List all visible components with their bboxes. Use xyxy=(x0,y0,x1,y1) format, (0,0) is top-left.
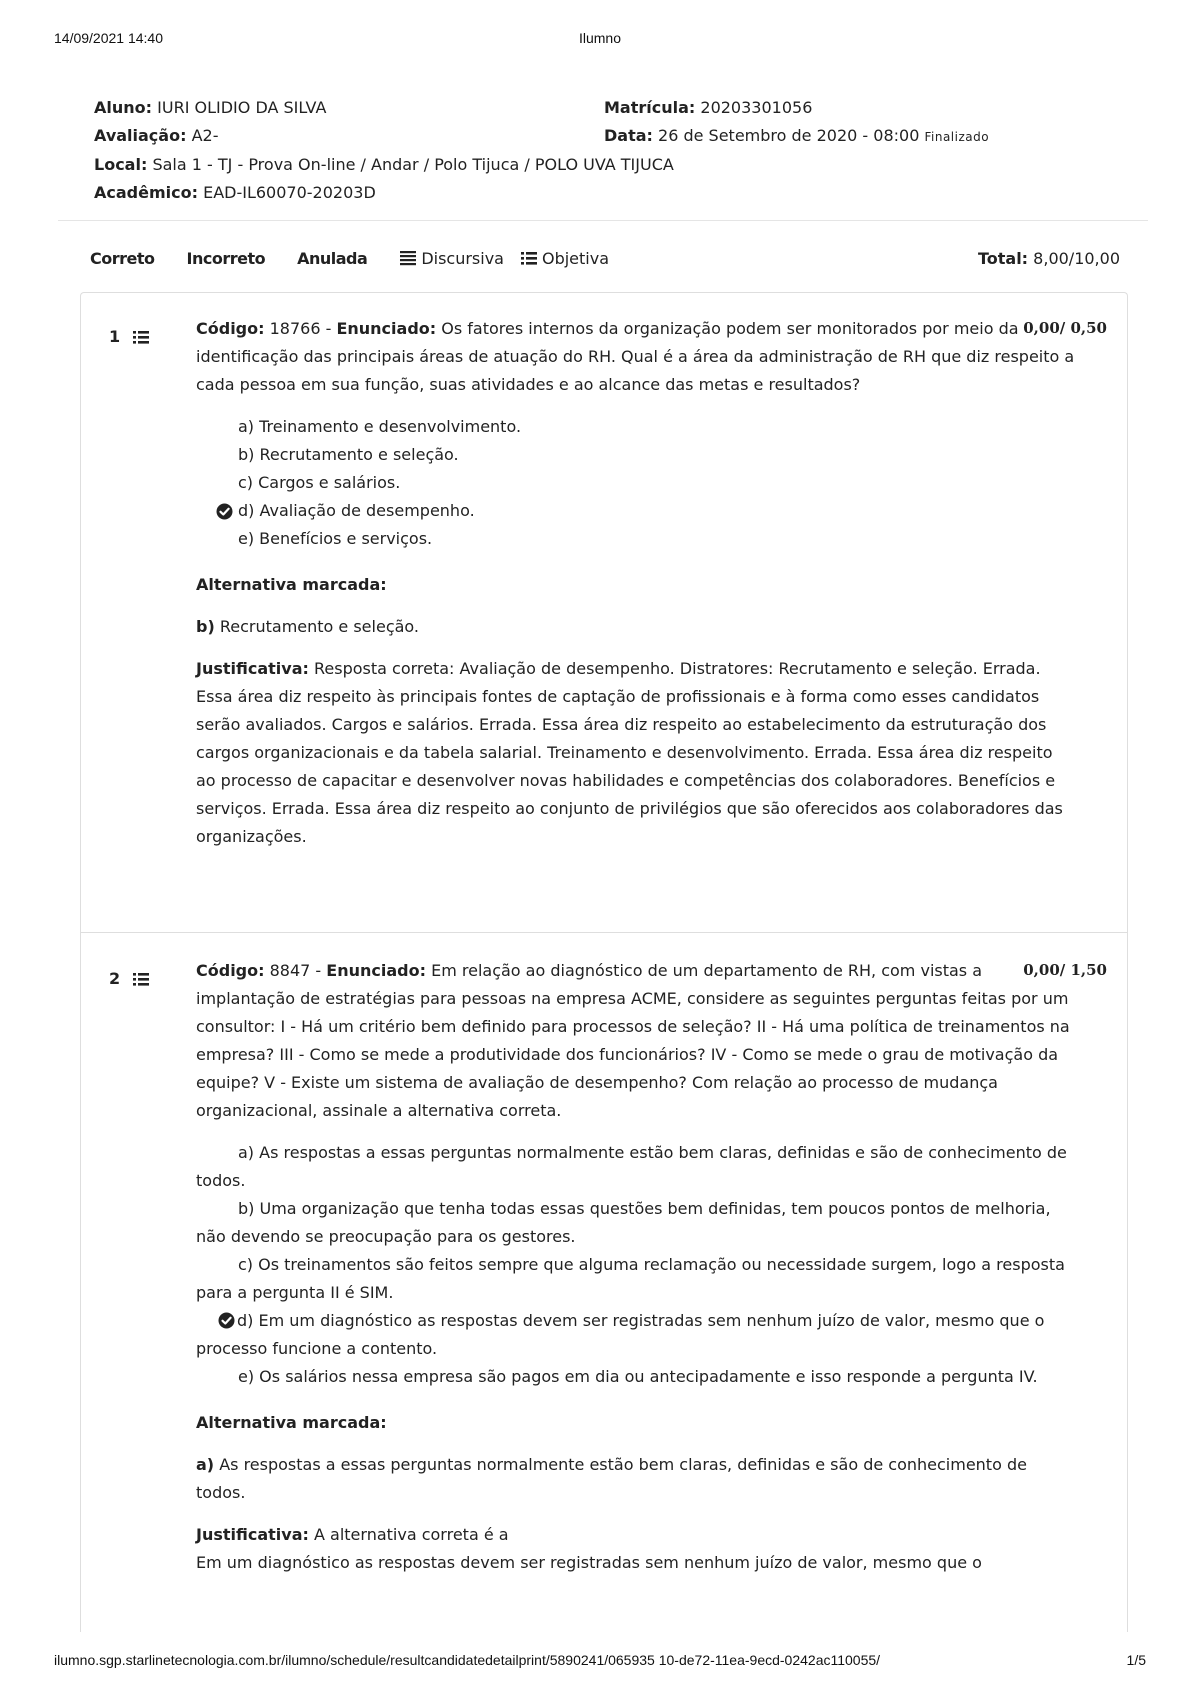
legend-objetiva-label: Objetiva xyxy=(541,248,610,268)
question-content xyxy=(196,957,1076,1577)
local-label: Local: xyxy=(94,155,148,174)
codigo-label: Código: xyxy=(196,319,265,338)
legend-incorreto: Incorreto xyxy=(186,248,266,268)
aluno-label: Aluno: xyxy=(94,98,153,117)
student-info xyxy=(94,94,1094,207)
list-icon xyxy=(520,250,538,266)
option-e: e) Benefícios e serviços. xyxy=(238,529,433,548)
option-c: c) Os treinamentos são feitos sempre que alguma reclamação ou necessidade surgem, logo a resposta para a pergunta II é SIM. xyxy=(196,1255,1065,1302)
print-url: ilumno.sgp.starlinetecnologia.com.br/ilumno/schedule/resultcandidatedetailprint/5890241/065935 10-de72-11ea-9ecd-0242ac110055/ xyxy=(54,1652,881,1668)
option-c: c) Cargos e salários. xyxy=(238,473,401,492)
question-number xyxy=(109,969,150,988)
option-a: a) As respostas a essas perguntas normalmente estão bem claras, definidas e são de conhecimento de todos. xyxy=(196,1143,1067,1190)
codigo-label: Código: xyxy=(196,961,265,980)
justificativa-label: Justificativa: xyxy=(196,659,309,678)
academico-value: EAD-IL60070-20203D xyxy=(203,183,376,202)
divider xyxy=(58,220,1148,221)
legend-objetiva xyxy=(520,249,609,268)
enunciado-label: Enunciado: xyxy=(326,961,426,980)
avaliacao-value: A2- xyxy=(191,126,219,145)
list-icon xyxy=(132,329,150,345)
question-card xyxy=(80,932,1128,1632)
print-datetime: 14/09/2021 14:40 xyxy=(54,30,163,46)
marked-letter: a) xyxy=(196,1455,215,1474)
justificativa-label: Justificativa: xyxy=(196,1525,309,1544)
alternativa-marcada-value xyxy=(196,613,1076,641)
options-list xyxy=(196,1139,1076,1391)
legend-bar xyxy=(90,246,1120,270)
option-a: a) Treinamento e desenvolvimento. xyxy=(238,417,522,436)
marked-letter: b) xyxy=(196,617,215,636)
enunciado-text: Os fatores internos da organização podem ser monitorados por meio da identificação das principais áreas de atuação do RH. Qual é a área da administração de RH que diz respeito a cada pessoa em sua função, suas atividades e ao alcance das metas e resultados? xyxy=(196,319,1075,394)
question-score: 0,00/ 1,50 xyxy=(1023,961,1107,979)
alternativa-marcada-label: Alternativa marcada: xyxy=(196,575,387,594)
avaliacao-label: Avaliação: xyxy=(94,126,187,145)
justificativa-text: A alternativa correta é a xyxy=(314,1525,509,1544)
list-icon xyxy=(132,971,150,987)
status-finalizado: Finalizado xyxy=(924,130,990,144)
option-b: b) Uma organização que tenha todas essas questões bem definidas, tem poucos pontos de melhoria, não devendo se preocupação para os gestores. xyxy=(196,1199,1051,1246)
total-score xyxy=(978,249,1120,268)
codigo-value: 8847 - xyxy=(269,961,327,980)
question-number xyxy=(109,327,150,346)
legend-correto: Correto xyxy=(90,248,155,268)
academico-label: Acadêmico: xyxy=(94,183,198,202)
legend-discursiva xyxy=(399,249,504,268)
matricula-label: Matrícula: xyxy=(604,98,696,117)
justificativa-text: Resposta correta: Avaliação de desempenho. Distratores: Recrutamento e seleção. Errada. Essa área diz respeito às principais fontes de captação de profissionais e à forma como esses candidatos serão avaliados. Cargos e salários. Errada. Essa área diz respeito ao estabelecimento da estruturação dos cargos organizacionais e da tabela salarial. Treinamento e desenvolvimento. Errada. Essa área diz respeito ao processo de capacitar e desenvolver novas habilidades e competências dos colaboradores. Benefícios e serviços. Errada. Essa área diz respeito ao conjunto de privilégios que são oferecidos aos colaboradores das organizações. xyxy=(196,659,1063,846)
option-b: b) Recrutamento e seleção. xyxy=(238,445,459,464)
justificativa-continuation: Em um diagnóstico as respostas devem ser registradas sem nenhum juízo de valor, mesmo que o xyxy=(196,1553,982,1572)
total-label: Total: xyxy=(977,248,1029,268)
question-number-value: 2 xyxy=(109,969,121,988)
data-label: Data: xyxy=(604,126,653,145)
legend-discursiva-label: Discursiva xyxy=(421,248,504,268)
option-d-correct xyxy=(196,1307,1076,1363)
align-justify-icon xyxy=(399,250,417,266)
question-score: 0,00/ 0,50 xyxy=(1023,319,1107,337)
enunciado-text: Em relação ao diagnóstico de um departamento de RH, com vistas a implantação de estratégias para pessoas na empresa ACME, considere as seguintes perguntas feitas por um consultor: I - Há um critério bem definido para processos de seleção? II - Há uma política de treinamentos na empresa? III - Como se mede a produtividade dos funcionários? IV - Como se mede o grau de motivação da equipe? V - Existe um sistema de avaliação de desempenho? Com relação ao processo de mudança organizacional, assinale a alternativa correta. xyxy=(196,961,1070,1120)
alternativa-marcada-label: Alternativa marcada: xyxy=(196,1413,387,1432)
matricula-value: 20203301056 xyxy=(700,98,813,117)
legend-anulada: Anulada xyxy=(297,248,368,268)
local-value: Sala 1 - TJ - Prova On-line / Andar / Polo Tijuca / POLO UVA TIJUCA xyxy=(152,155,674,174)
check-circle-icon xyxy=(216,503,233,520)
print-page-title: Ilumno xyxy=(578,30,622,46)
question-number-value: 1 xyxy=(109,327,121,346)
check-circle-icon xyxy=(218,1312,235,1329)
aluno-value: IURI OLIDIO DA SILVA xyxy=(157,98,327,117)
question-statement xyxy=(196,957,1076,1125)
enunciado-label: Enunciado: xyxy=(336,319,437,338)
options-list xyxy=(196,413,1076,553)
marked-text: As respostas a essas perguntas normalmente estão bem claras, definidas e são de conhecimento de todos. xyxy=(196,1455,1027,1502)
codigo-value: 18766 - xyxy=(269,319,337,338)
marked-text: Recrutamento e seleção. xyxy=(219,617,420,636)
data-value: 26 de Setembro de 2020 - 08:00 xyxy=(658,126,920,145)
alternativa-marcada-value xyxy=(196,1451,1076,1507)
justificativa xyxy=(196,655,1076,851)
justificativa xyxy=(196,1521,1076,1577)
total-value: 8,00/10,00 xyxy=(1033,248,1120,268)
question-card xyxy=(80,292,1128,932)
page-number: 1/5 xyxy=(1126,1652,1146,1668)
option-d-label: d) Avaliação de desempenho. xyxy=(238,501,475,520)
print-footer xyxy=(0,1652,1200,1672)
option-d-label: d) Em um diagnóstico as respostas devem ser registradas sem nenhum juízo de valor, mesmo que o processo funcione a contento. xyxy=(196,1311,1045,1358)
option-d-correct xyxy=(196,497,1076,525)
print-header xyxy=(0,30,1200,50)
option-e: e) Os salários nessa empresa são pagos em dia ou antecipadamente e isso responde a pergunta IV. xyxy=(238,1367,1038,1386)
question-statement xyxy=(196,315,1076,399)
question-content xyxy=(196,315,1076,851)
